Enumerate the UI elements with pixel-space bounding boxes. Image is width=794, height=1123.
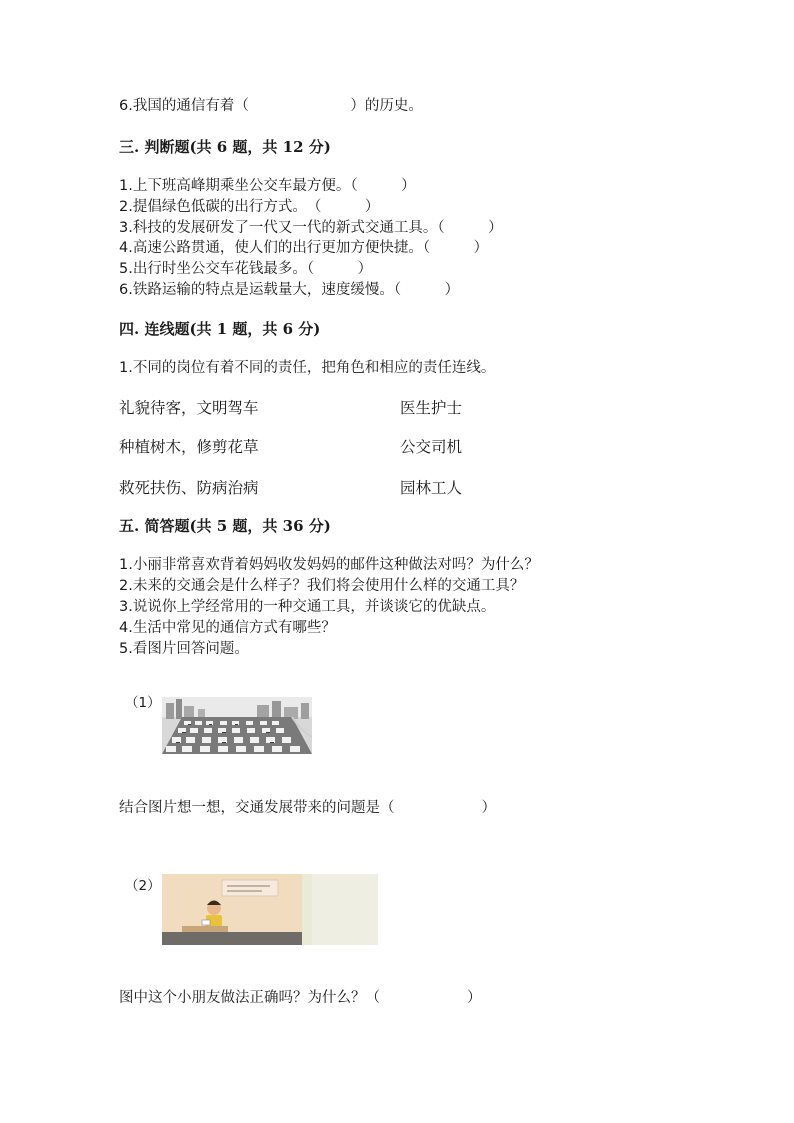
question-6-fill: 6.我国的通信有着（ ）的历史。 bbox=[119, 98, 423, 114]
sub-question-2: 图中这个小朋友做法正确吗？为什么？（ ） bbox=[119, 990, 482, 1006]
judge-item-3: 3.科技的发展研发了一代又一代的新式交通工具。（ ） bbox=[119, 220, 503, 236]
short-answer-4: 4.生活中常见的通信方式有哪些？ bbox=[119, 620, 336, 636]
section-3-heading: 三. 判断题(共 6 题，共 12 分) bbox=[119, 138, 331, 156]
judge-item-4: 4.高速公路贯通，使人们的出行更加方便快捷。（ ） bbox=[119, 240, 489, 256]
section-5-heading: 五. 简答题(共 5 题，共 36 分) bbox=[119, 517, 331, 535]
section-4-heading: 四. 连线题(共 1 题，共 6 分) bbox=[119, 320, 321, 338]
matching-left-2: 种植树木，修剪花草 bbox=[119, 438, 259, 456]
matching-right-1: 医生护士 bbox=[400, 399, 463, 417]
judge-item-1: 1.上下班高峰期乘坐公交车最方便。（ ） bbox=[119, 178, 416, 194]
matching-left-1: 礼貌待客，文明驾车 bbox=[119, 399, 259, 417]
sub-question-2-label: （2） bbox=[125, 878, 161, 894]
matching-right-3: 园林工人 bbox=[400, 479, 463, 497]
judge-item-6: 6.铁路运输的特点是运载量大，速度缓慢。（ ） bbox=[119, 282, 460, 298]
traffic-jam-photo bbox=[162, 697, 312, 754]
short-answer-5: 5.看图片回答问题。 bbox=[119, 641, 249, 657]
sub-question-1-label: （1） bbox=[125, 695, 161, 711]
sub-question-1: 结合图片想一想，交通发展带来的问题是（ ） bbox=[119, 800, 496, 816]
child-reading-mail-photo bbox=[162, 874, 378, 945]
matching-left-3: 救死扶伤、防病治病 bbox=[119, 479, 259, 497]
matching-question: 1.不同的岗位有着不同的责任，把角色和相应的责任连线。 bbox=[119, 360, 496, 376]
short-answer-2: 2.未来的交通会是什么样子？我们将会使用什么样的交通工具？ bbox=[119, 578, 525, 594]
judge-item-2: 2.提倡绿色低碳的出行方式。 （ ） bbox=[119, 199, 380, 215]
short-answer-1: 1.小丽非常喜欢背着妈妈收发妈妈的邮件这种做法对吗？为什么？ bbox=[119, 557, 539, 573]
short-answer-3: 3.说说你上学经常用的一种交通工具，并谈谈它的优缺点。 bbox=[119, 599, 496, 615]
matching-right-2: 公交司机 bbox=[400, 438, 463, 456]
judge-item-5: 5.出行时坐公交车花钱最多。（ ） bbox=[119, 261, 373, 277]
